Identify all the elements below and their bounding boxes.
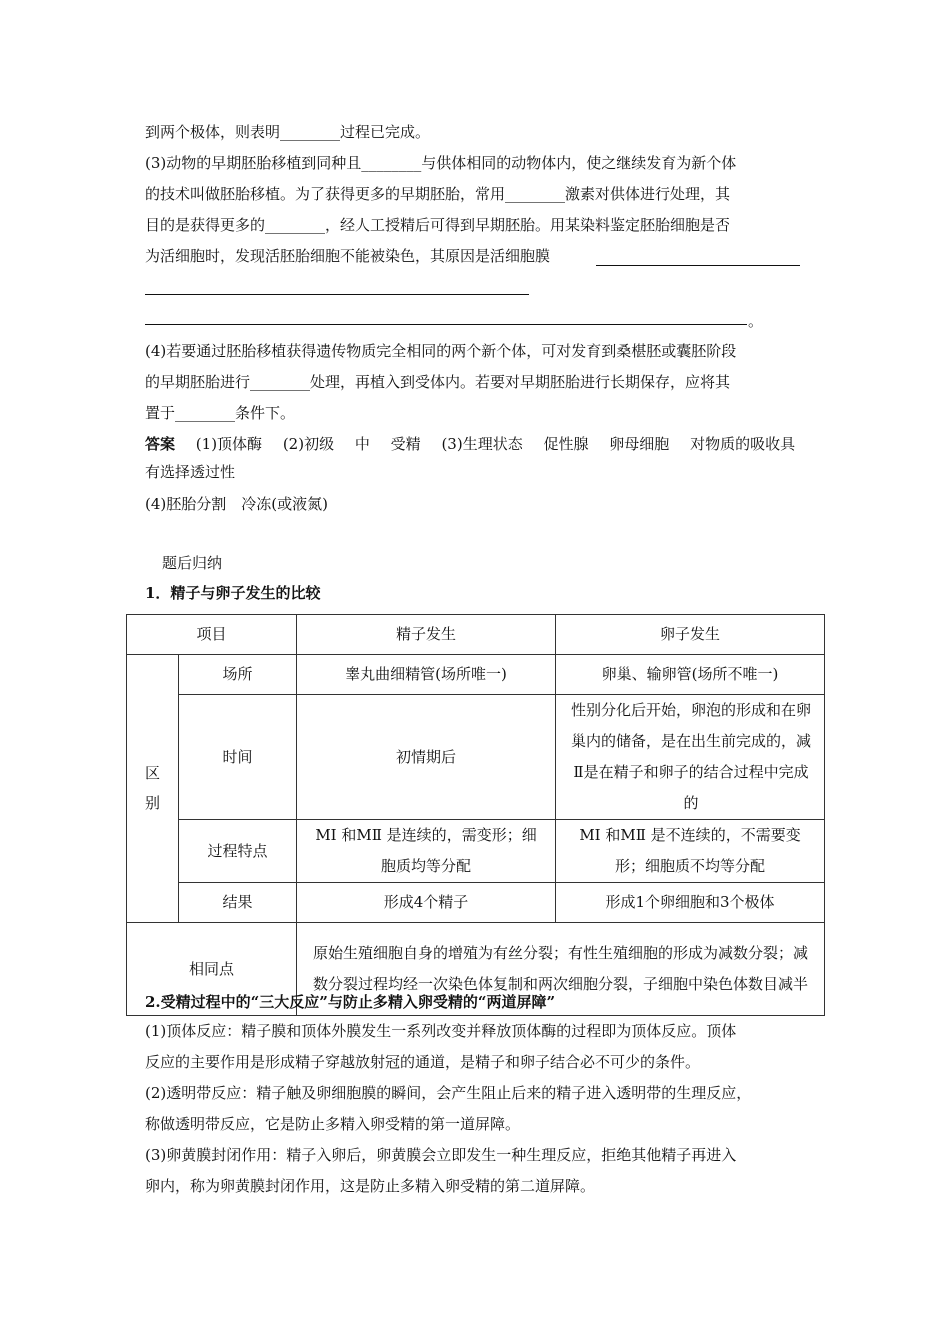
table-row (127, 655, 825, 695)
answer-item: 促性腺 (543, 435, 589, 453)
egg-cell: MⅠ 和MⅡ 是不连续的，不需要变形；细胞质不均等分配 (556, 820, 825, 883)
same-text: 原始生殖细胞自身的增殖为有丝分裂；有性生殖细胞的形成为减数分裂；减数分裂过程均经一次染色体复制和两次细胞分裂，子细胞中染色体数目减半 (297, 923, 825, 1016)
answer-item: 对物质的吸收具 (690, 435, 796, 453)
section-title: 1．精子与卵子发生的比较 (145, 584, 321, 602)
answer-line-2: (4)胚胎分割 冷冻(或液氮) (145, 495, 328, 513)
row-label: 过程特点 (179, 820, 297, 883)
text-line: (1)顶体反应：精子膜和顶体外膜发生一系列改变并释放顶体酶的过程即为顶体反应。顶体 (145, 1022, 737, 1040)
row-label: 结果 (179, 883, 297, 923)
text-line: 的早期胚胎进行________处理，再植入到受体内。若要对早期胚胎进行长期保存，应将其 (145, 373, 731, 391)
same-label: 相同点 (127, 923, 297, 1016)
text-line: (3)动物的早期胚胎移植到同种且________与供体相同的动物体内，使之继续发育为新个体 (145, 154, 737, 172)
row-label: 时间 (179, 695, 297, 820)
text-line: 卵内，称为卵黄膜封闭作用，这是防止多精入卵受精的第二道屏障。 (145, 1177, 596, 1195)
text-line: 的技术叫做胚胎移植。为了获得更多的早期胚胎，常用________激素对供体进行处理，其 (145, 185, 731, 203)
text-line: 为活细胞时，发现活胚胎细胞不能被染色，其原因是活细胞膜 (145, 247, 551, 265)
sperm-cell: MⅠ 和MⅡ 是连续的，需变形；细胞质均等分配 (297, 820, 556, 883)
comparison-table (126, 614, 825, 1016)
table-row (127, 820, 825, 883)
table-row (127, 883, 825, 923)
answer-cont: 有选择透过性 (145, 463, 236, 481)
header-cell: 精子发生 (297, 615, 556, 655)
text-line: 称做透明带反应，它是防止多精入卵受精的第一道屏障。 (145, 1115, 521, 1133)
summary-title: 题后归纳 (162, 554, 223, 572)
answer-label: 答案 (145, 435, 176, 453)
answer-item: (2)初级 (282, 435, 335, 453)
text-line: 置于________条件下。 (145, 404, 296, 422)
header-cell: 项目 (127, 615, 297, 655)
answer-item: 卵母细胞 (609, 435, 670, 453)
sperm-cell: 初情期后 (297, 695, 556, 820)
text-line: (4)若要通过胚胎移植获得遗传物质完全相同的两个新个体，可对发育到桑椹胚或囊胚阶段 (145, 342, 737, 360)
answer-item: (1)顶体酶 (195, 435, 263, 453)
table-row (127, 695, 825, 820)
row-label: 场所 (179, 655, 297, 695)
blank-underline (145, 324, 747, 325)
answer-item: (3)生理状态 (441, 435, 523, 453)
answer-item: 受精 (390, 435, 421, 453)
sperm-cell: 睾丸曲细精管(场所唯一) (297, 655, 556, 695)
blank-underline (145, 294, 529, 295)
egg-cell: 形成1个卵细胞和3个极体 (556, 883, 825, 923)
group-label: 区别 (144, 764, 160, 812)
header-cell: 卵子发生 (556, 615, 825, 655)
text-line: 反应的主要作用是形成精子穿越放射冠的通道，是精子和卵子结合必不可少的条件。 (145, 1053, 701, 1071)
text-line: (2)透明带反应：精子触及卵细胞膜的瞬间，会产生阻止后来的精子进入透明带的生理反应， (145, 1084, 752, 1102)
text-line: 目的是获得更多的________，经人工授精后可得到早期胚胎。用某染料鉴定胚胎细胞是否 (145, 216, 731, 234)
egg-cell: 卵巢、输卵管(场所不唯一) (556, 655, 825, 695)
section-title: 2.受精过程中的“三大反应”与防止多精入卵受精的“两道屏障” (145, 993, 556, 1011)
answer-line (145, 434, 795, 454)
answer-item: 中 (354, 435, 370, 453)
group-label-cell (127, 655, 179, 923)
sperm-cell: 形成4个精子 (297, 883, 556, 923)
text-line: 。 (748, 312, 764, 330)
table-header-row (127, 615, 825, 655)
blank-underline (596, 265, 800, 266)
egg-cell: 性别分化后开始，卵泡的形成和在卵巢内的储备，是在出生前完成的，减Ⅱ是在精子和卵子的结合过程中完成的 (556, 695, 825, 820)
text-line: 到两个极体，则表明________过程已完成。 (145, 123, 431, 141)
text-line: (3)卵黄膜封闭作用：精子入卵后，卵黄膜会立即发生一种生理反应，拒绝其他精子再进入 (145, 1146, 737, 1164)
